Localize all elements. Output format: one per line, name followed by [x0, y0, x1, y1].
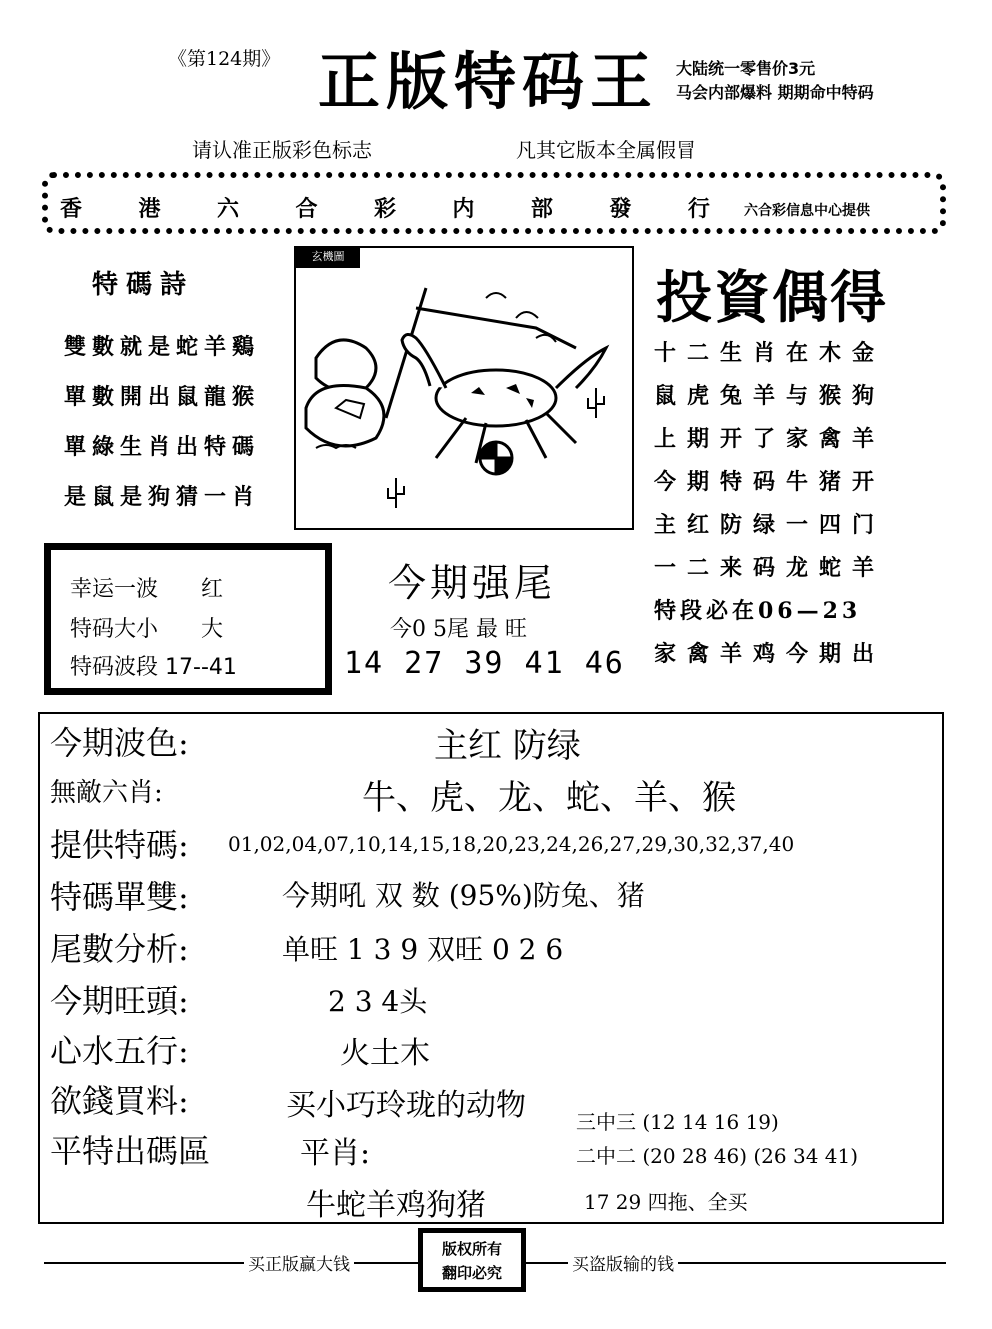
combo-two: 二中二 (20 28 46) (26 34 41) [576, 1144, 859, 1168]
flat-value: 平肖: [300, 1136, 371, 1171]
luck-value: 大 [201, 617, 224, 642]
riddle-picture [294, 246, 634, 530]
flat-zodiac: 牛蛇羊鸡狗猪 [306, 1188, 486, 1223]
poem-line: 是鼠是狗猜一肖 [64, 484, 261, 510]
poem-title: 特碼詩 [92, 270, 195, 300]
wave-value: 主红 防绿 [434, 726, 581, 766]
combo-drag: 17 29 四拖、全买 [584, 1190, 748, 1214]
banner-char: 彩 [373, 196, 396, 222]
horse-illustration [296, 248, 634, 530]
luck-value: 17--41 [165, 655, 237, 680]
verse-line: 家禽羊鸡今期出 [654, 641, 886, 667]
footer-rule-left [44, 1262, 420, 1264]
luck-label: 特码波段 [70, 655, 159, 680]
wave-label: 今期波色: [50, 724, 189, 762]
verse-line: 十二生肖在木金 [654, 340, 886, 366]
tagline: 马会内部爆料 期期命中特码 [676, 83, 874, 102]
banner-char: 行 [687, 196, 710, 222]
page-title: 正版特码王 [318, 45, 659, 118]
tail-title: 今期强尾 [388, 561, 557, 605]
banner-char: 港 [138, 196, 161, 222]
banner-char: 合 [295, 196, 318, 222]
verse-line: 上期开了家禽羊 [654, 426, 886, 452]
luck-row [70, 612, 223, 643]
tail-analysis-label: 尾數分析: [50, 930, 189, 968]
banner-subtitle: 六合彩信息中心提供 [744, 203, 870, 219]
provide-value: 01,02,04,07,10,14,15,18,20,23,24,26,27,29,30,32,37,40 [228, 832, 795, 856]
footer-right-slogan: 买盗版输的钱 [568, 1250, 678, 1275]
banner-char: 發 [609, 196, 632, 222]
copyright-box [418, 1228, 526, 1292]
luck-row [70, 650, 237, 681]
banner-char: 六 [216, 196, 239, 222]
banner-char: 香 [60, 196, 83, 222]
authenticity-notice: 请认准正版彩色标志 [192, 138, 372, 162]
verse-line: 主红防绿一四门 [654, 512, 886, 538]
verse-line: 特段必在06—23 [654, 598, 862, 624]
zodiac-value: 牛、虎、龙、蛇、羊、猴 [362, 778, 736, 818]
banner-char: 内 [452, 196, 475, 222]
poem-line: 單綠生肖出特碼 [64, 434, 261, 460]
luck-row [70, 572, 223, 603]
buy-value: 买小巧玲珑的动物 [286, 1088, 526, 1123]
copyright-line: 翻印必究 [441, 1264, 502, 1282]
flat-label: 平特出碼區 [50, 1132, 211, 1170]
banner-text [60, 192, 710, 223]
odd-even-value: 今期吼 双 数 (95%)防兔、猪 [282, 879, 645, 912]
luck-value: 红 [201, 577, 224, 602]
price-line: 大陆统一零售价3元 [676, 59, 816, 78]
verse-line: 今期特码牛猪开 [654, 469, 886, 495]
provide-label: 提供特碼: [50, 826, 189, 864]
verse-line: 鼠虎兔羊与猴狗 [654, 383, 886, 409]
head-value: 2 3 4头 [328, 985, 428, 1018]
copyright-line: 版权所有 [441, 1240, 502, 1258]
wuxing-label: 心水五行: [50, 1032, 189, 1070]
footer-left-slogan: 买正版赢大钱 [244, 1250, 354, 1275]
poem-line: 雙數就是蛇羊鷄 [64, 334, 261, 360]
buy-label: 欲錢買料: [50, 1082, 189, 1120]
picture-label: 玄機圖 [296, 246, 360, 268]
poem-line: 單數開出鼠龍猴 [64, 384, 261, 410]
luck-label: 幸运一波 [70, 577, 159, 602]
wuxing-value: 火土木 [340, 1036, 430, 1071]
tail-subtitle: 今0 5尾 最 旺 [390, 617, 527, 642]
tail-numbers: 14 27 39 41 46 [344, 646, 625, 681]
luck-label: 特码大小 [70, 617, 159, 642]
issue-number: 《第124期》 [168, 48, 281, 70]
odd-even-label: 特碼單雙: [50, 878, 189, 916]
invest-title: 投資偶得 [656, 265, 888, 331]
tail-analysis-value: 单旺 1 3 9 双旺 0 2 6 [282, 933, 564, 966]
head-label: 今期旺頭: [50, 982, 189, 1020]
combo-three: 三中三 (12 14 16 19) [576, 1110, 779, 1134]
counterfeit-notice: 凡其它版本全属假冒 [516, 138, 696, 162]
verse-line: 一二来码龙蛇羊 [654, 555, 886, 581]
banner-char: 部 [530, 196, 553, 222]
zodiac-label: 無敵六肖: [50, 778, 163, 808]
